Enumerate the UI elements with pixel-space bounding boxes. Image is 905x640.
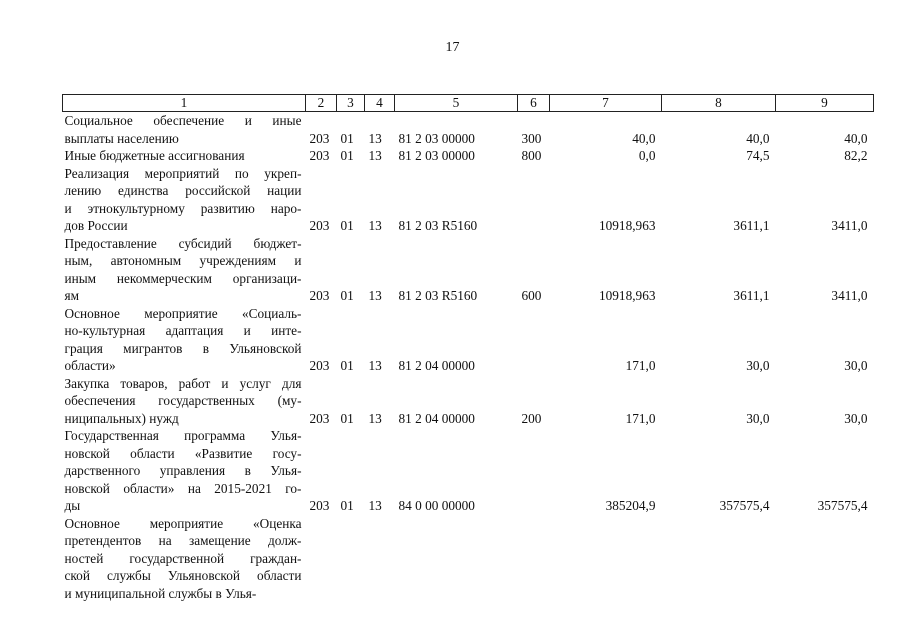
row-name-line: Закупка товаров, работ и услуг для [64, 375, 302, 391]
amount-col-8 [662, 515, 776, 603]
amount-col-8: 40,0 [746, 130, 770, 146]
amount-col-7: 10918,963 [598, 288, 656, 303]
amount-col-9: 40,0 [844, 130, 868, 146]
page-number: 17 [445, 40, 460, 55]
row-name-line: Иные бюджетные ассигнования [64, 148, 245, 163]
row-name-line: новской области» на 2015-2021 го- [64, 480, 302, 496]
amount-col-9: 30,0 [844, 358, 868, 373]
subsection-detail-code: 13 [368, 148, 382, 163]
subsection-code [337, 515, 365, 603]
column-header-8: 8 [662, 95, 776, 112]
subsection-code: 01 [340, 358, 354, 373]
row-name [63, 305, 306, 375]
amount-col-8: 30,0 [746, 358, 770, 373]
subsection-detail-code: 13 [368, 358, 382, 373]
subsection-detail-code: 13 [368, 288, 382, 303]
column-header-6: 6 [518, 95, 550, 112]
expense-type-code: 200 [521, 410, 542, 426]
amount-col-9 [776, 515, 874, 603]
table-row [63, 515, 874, 603]
amount-col-7: 171,0 [625, 410, 656, 426]
section-code: 203 [309, 288, 330, 303]
row-name-line: области» [64, 358, 116, 373]
section-code: 203 [309, 498, 330, 513]
row-name [63, 515, 306, 603]
subsection-code: 01 [340, 148, 354, 163]
row-name [63, 112, 306, 148]
row-name-line: и муниципальной службы в Улья- [64, 585, 257, 601]
row-name-line: иным некоммерческим организаци- [64, 270, 302, 286]
budget-table [62, 94, 874, 602]
row-name-line: Государственная программа Улья- [64, 428, 302, 443]
column-header-2: 2 [306, 95, 337, 112]
target-article-code: 81 2 04 00000 [398, 358, 475, 373]
row-name [63, 147, 306, 165]
section-code: 203 [309, 130, 330, 146]
target-article-code: 81 2 03 00000 [398, 148, 475, 163]
table-body [63, 112, 874, 603]
row-name-line: Основное мероприятие «Оценка [64, 515, 302, 531]
subsection-detail-code: 13 [368, 218, 382, 233]
amount-col-7: 385204,9 [605, 498, 656, 513]
amount-col-8: 30,0 [746, 410, 770, 426]
amount-col-8: 3611,1 [733, 218, 770, 233]
target-article-code: 81 2 03 00000 [398, 130, 475, 146]
section-code: 203 [309, 148, 330, 163]
table-row [63, 427, 874, 515]
section-code: 203 [309, 218, 330, 233]
target-article-code: 84 0 00 00000 [398, 498, 475, 513]
expense-type-code [518, 305, 550, 375]
subsection-code: 01 [340, 410, 354, 426]
row-name-line: Основное мероприятие «Социаль- [64, 305, 302, 321]
subsection-code: 01 [340, 498, 354, 513]
row-name-line: дарственного управления в Улья- [64, 463, 302, 478]
column-header-7: 7 [550, 95, 662, 112]
amount-col-7: 0,0 [638, 148, 656, 163]
row-name [63, 375, 306, 428]
row-name-line: ным, автономным учреждениям и [64, 253, 302, 268]
subsection-code: 01 [340, 288, 354, 303]
amount-col-9: 3411,0 [831, 218, 868, 233]
subsection-detail-code [365, 515, 395, 603]
table-row [63, 165, 874, 235]
amount-col-8: 357575,4 [719, 498, 770, 513]
target-article-code [395, 515, 518, 603]
table-row [63, 305, 874, 375]
column-header-1: 1 [63, 95, 306, 112]
amount-col-7: 171,0 [625, 358, 656, 373]
target-article-code: 81 2 03 R5160 [398, 218, 478, 233]
table-row [63, 375, 874, 428]
row-name-line: Реализация мероприятий по укреп- [64, 165, 302, 181]
target-article-code: 81 2 03 R5160 [398, 288, 478, 303]
amount-col-9: 357575,4 [817, 498, 868, 513]
row-name-line: обеспечения государственных (му- [64, 393, 302, 408]
row-name-line: грация мигрантов в Ульяновской [64, 340, 302, 356]
row-name-line: ям [64, 288, 80, 303]
expense-type-code [518, 165, 550, 235]
expense-type-code: 300 [521, 130, 542, 146]
row-name-line: лению единства российской нации [64, 183, 302, 198]
amount-col-8: 74,5 [746, 148, 770, 163]
row-name [63, 165, 306, 235]
table-row [63, 235, 874, 305]
section-code: 203 [309, 410, 330, 426]
table-row [63, 147, 874, 165]
row-name-line: новской области «Развитие госу- [64, 445, 302, 461]
subsection-detail-code: 13 [368, 410, 382, 426]
column-header-4: 4 [365, 95, 395, 112]
row-name-line: ностей государственной граждан- [64, 550, 302, 566]
amount-col-9: 82,2 [844, 148, 868, 163]
column-header-9: 9 [776, 95, 874, 112]
row-name-line: выплаты населению [64, 130, 179, 146]
row-name-line: Предоставление субсидий бюджет- [64, 235, 302, 251]
row-name-line: но-культурная адаптация и инте- [64, 323, 302, 338]
section-code: 203 [309, 358, 330, 373]
expense-type-code [518, 427, 550, 515]
target-article-code: 81 2 04 00000 [398, 410, 475, 426]
section-code [306, 515, 337, 603]
subsection-detail-code: 13 [368, 130, 382, 146]
row-name-line: претендентов на замещение долж- [64, 533, 302, 548]
subsection-detail-code: 13 [368, 498, 382, 513]
row-name-line: Социальное обеспечение и иные [64, 113, 302, 128]
table-row [63, 112, 874, 148]
row-name-line: ниципальных) нужд [64, 410, 179, 426]
table-header [63, 95, 874, 112]
subsection-code: 01 [340, 218, 354, 233]
amount-col-7 [550, 515, 662, 603]
row-name [63, 427, 306, 515]
amount-col-8: 3611,1 [733, 288, 770, 303]
amount-col-7: 40,0 [632, 130, 656, 146]
amount-col-9: 30,0 [844, 410, 868, 426]
column-header-5: 5 [395, 95, 518, 112]
expense-type-code: 800 [521, 148, 542, 163]
column-header-3: 3 [337, 95, 365, 112]
expense-type-code: 600 [521, 288, 542, 303]
row-name-line: ской службы Ульяновской области [64, 568, 302, 583]
amount-col-9: 3411,0 [831, 288, 868, 303]
row-name-line: дов России [64, 218, 128, 233]
amount-col-7: 10918,963 [598, 218, 656, 233]
row-name-line: ды [64, 498, 81, 513]
row-name-line: и этнокультурному развитию наро- [64, 200, 302, 216]
expense-type-code [518, 515, 550, 603]
subsection-code: 01 [340, 130, 354, 146]
row-name [63, 235, 306, 305]
